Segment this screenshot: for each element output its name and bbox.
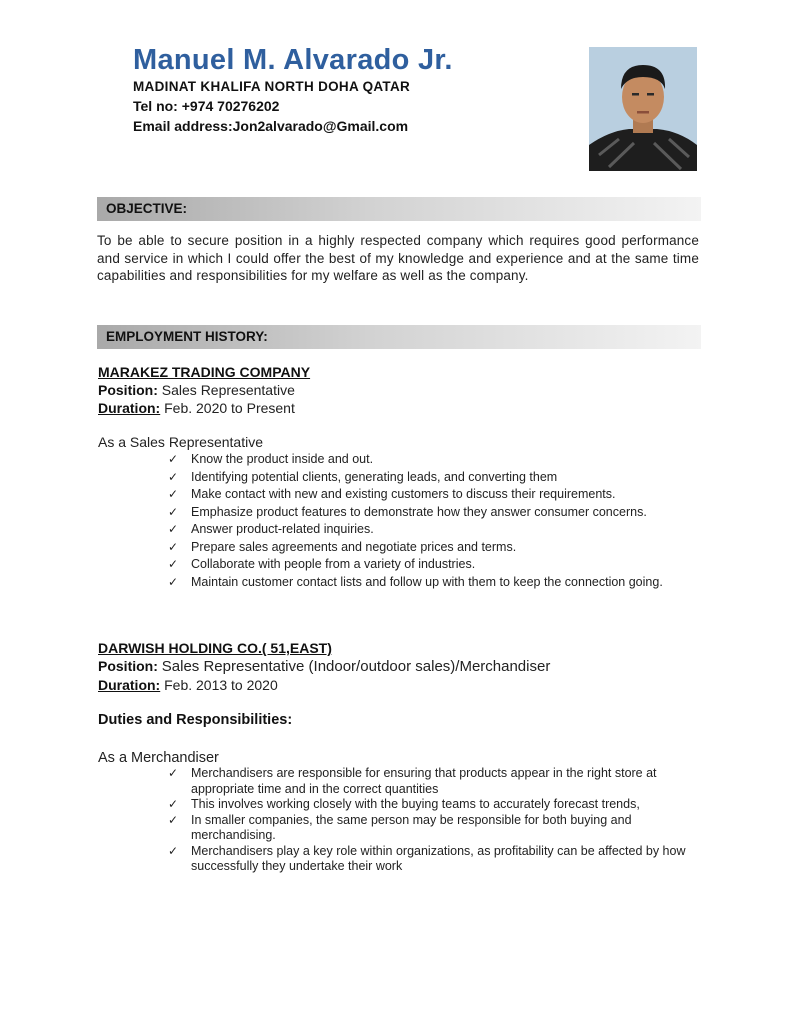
list-item: ✓ Prepare sales agreements and negotiate prices and terms. [168, 539, 696, 557]
list-item: ✓ Make contact with new and existing customers to discuss their requirements. [168, 486, 696, 504]
check-icon: ✓ [168, 812, 179, 827]
list-item: ✓ Collaborate with people from a variety of industries. [168, 556, 696, 574]
check-icon: ✓ [168, 452, 179, 466]
position-label: Position: [98, 382, 158, 398]
duties-heading: Duties and Responsibilities: [98, 712, 293, 728]
applicant-name: Manuel M. Alvarado Jr. [133, 44, 453, 76]
list-item: ✓ Answer product-related inquiries. [168, 521, 696, 539]
address: MADINAT KHALIFA NORTH DOHA QATAR [133, 79, 411, 94]
check-icon: ✓ [168, 487, 179, 501]
check-icon: ✓ [168, 504, 179, 519]
check-icon: ✓ [168, 574, 179, 589]
position-value: Sales Representative (Indoor/outdoor sales)/Merchandiser [161, 658, 551, 675]
duration-value: Feb. 2013 to 2020 [164, 677, 278, 693]
check-icon: ✓ [168, 843, 179, 858]
position-line [98, 382, 295, 398]
list-item: ✓ Emphasize product features to demonstrate how they answer consumer concerns. [168, 504, 696, 522]
position-label: Position: [98, 658, 158, 674]
list-item: ✓ This involves working closely with the buying teams to accurately forecast trends, [168, 797, 640, 811]
duration-line [98, 677, 278, 693]
duration-line [98, 400, 295, 416]
profile-photo [589, 47, 697, 171]
duration-value: Feb. 2020 to Present [164, 400, 295, 416]
company-name: DARWISH HOLDING CO.( 51,EAST) [98, 640, 332, 656]
list-item: ✓ Merchandisers play a key role within organizations, as profitability can be affected by how successfully they undertake their work [168, 843, 700, 873]
company-name: MARAKEZ TRADING COMPANY [98, 364, 311, 380]
role-intro: As a Merchandiser [98, 750, 219, 766]
check-icon: ✓ [168, 522, 179, 536]
employment-section-header [97, 325, 701, 349]
list-item: ✓ Know the product inside and out. [168, 451, 696, 469]
check-icon: ✓ [168, 539, 179, 554]
check-icon: ✓ [168, 557, 179, 571]
list-item: ✓ Identifying potential clients, generating leads, and converting them [168, 469, 696, 487]
role-intro: As a Sales Representative [98, 434, 263, 450]
objective-section-header [97, 197, 701, 221]
position-line [98, 658, 550, 675]
objective-heading: OBJECTIVE: [106, 201, 188, 216]
merchandiser-duties-list [168, 766, 700, 875]
list-item: ✓ Merchandisers are responsible for ensuring that products appear in the right store at appropriate time and in the correct quantities [168, 766, 657, 796]
duration-label: Duration: [98, 400, 161, 416]
list-item: ✓ Maintain customer contact lists and follow up with them to keep the connection going. [168, 574, 696, 592]
check-icon: ✓ [168, 797, 179, 811]
duration-label: Duration: [98, 677, 161, 693]
employment-heading: EMPLOYMENT HISTORY: [106, 329, 268, 344]
objective-text: To be able to secure position in a highly respected company which requires good performance and service in which I could offer the best of my knowledge and experience and at the same time capabilities and responsibilities for my welfare as well as the company. [97, 233, 699, 283]
position-value: Sales Representative [161, 382, 295, 398]
check-icon: ✓ [168, 469, 179, 484]
telephone: Tel no: +974 70276202 [133, 98, 280, 114]
list-item: ✓ In smaller companies, the same person may be responsible for both buying and merchandising. [168, 812, 632, 842]
sales-duties-list [168, 451, 696, 591]
check-icon: ✓ [168, 766, 179, 780]
email-address: Email address:Jon2alvarado@Gmail.com [133, 118, 409, 134]
